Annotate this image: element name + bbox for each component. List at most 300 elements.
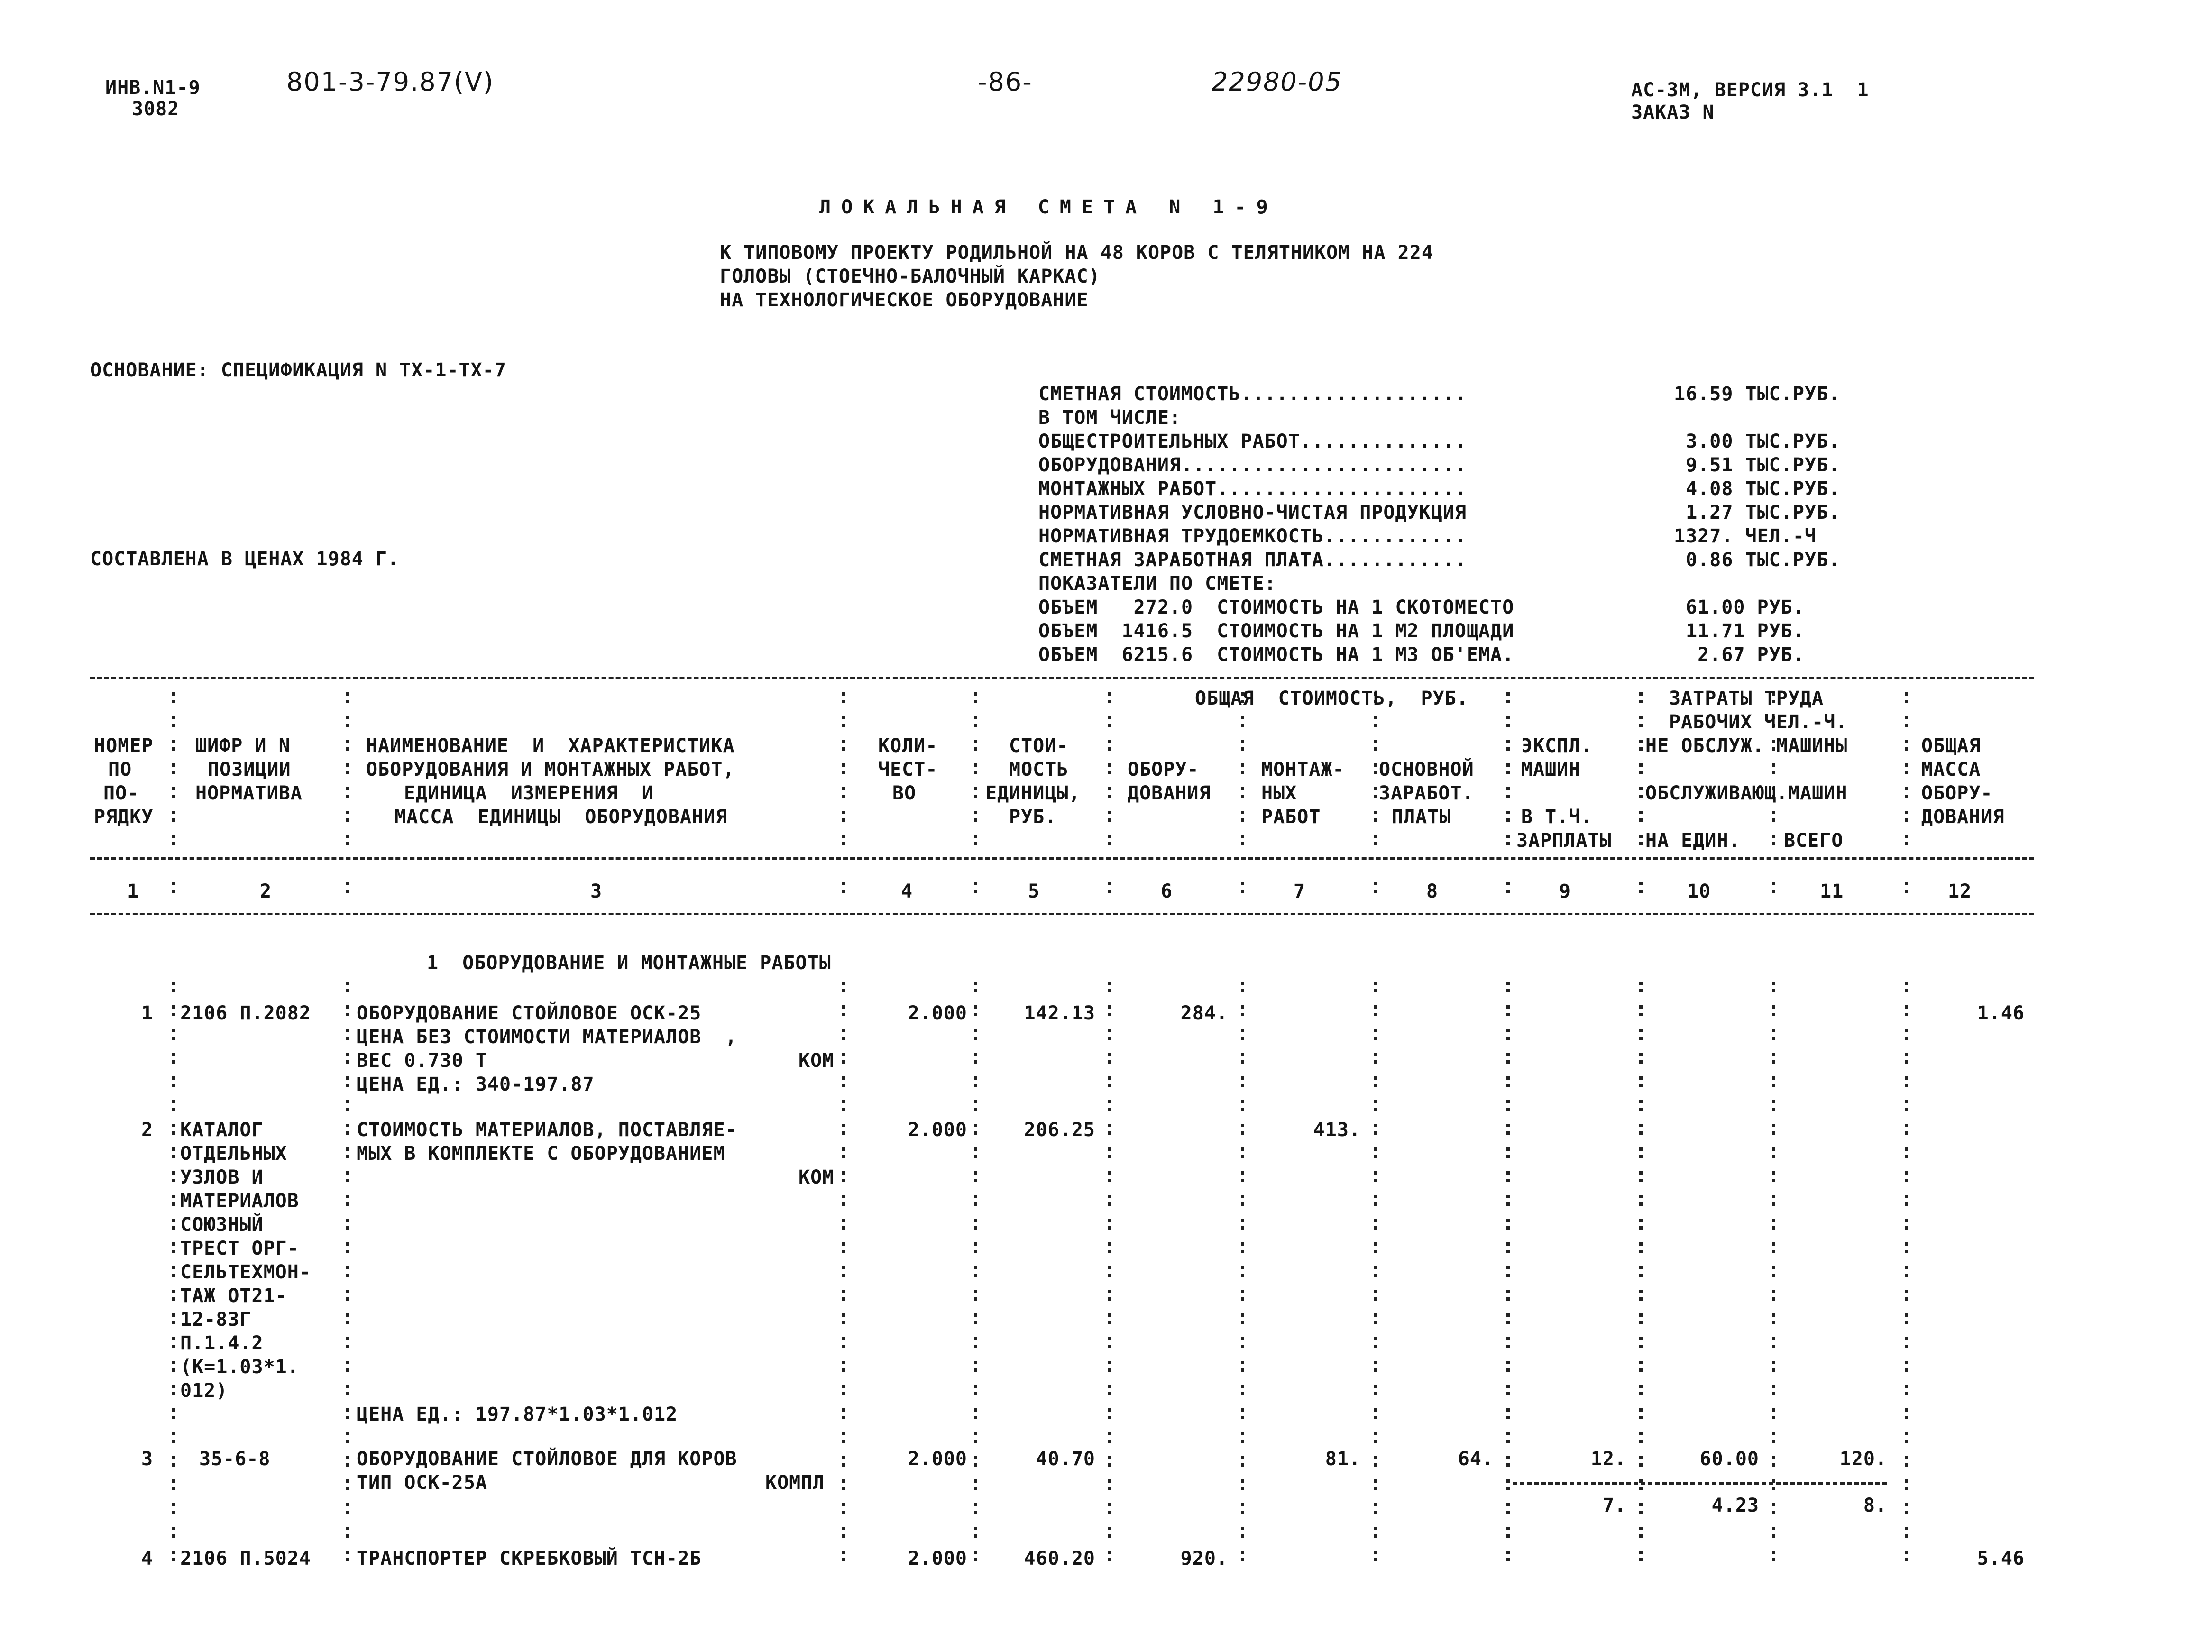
column-separator-dot: [1772, 1108, 1775, 1111]
column-separator-dot: [346, 1131, 349, 1135]
column-separator-dot: [1241, 1171, 1244, 1175]
column-separator-dot: [172, 1321, 175, 1324]
col2-h: НОРМАТИВА: [195, 782, 303, 804]
column-separator-dot: [1772, 811, 1775, 814]
column-separator-dot: [1241, 1479, 1244, 1483]
column-separator-dot: [842, 1337, 845, 1340]
column-separator-dot: [1374, 716, 1377, 719]
row-name: СТОИМОСТЬ МАТЕРИАЛОВ, ПОСТАВЛЯЕ-: [357, 1119, 737, 1141]
column-separator-dot: [172, 1511, 175, 1514]
column-separator-dot: [974, 1503, 977, 1506]
column-separator-dot: [172, 1147, 175, 1151]
column-separator-dot: [1506, 700, 1510, 703]
column-separator-dot: [974, 1487, 977, 1490]
summary-label: НОРМАТИВНАЯ ТРУДОЕМКОСТЬ............: [1038, 525, 1467, 547]
column-separator-dot: [842, 1108, 845, 1111]
col-number: 12: [1948, 881, 1972, 902]
column-separator-dot: [842, 1385, 845, 1388]
column-separator-dot: [1108, 1155, 1111, 1158]
col12-h: ОБЩАЯ: [1921, 735, 1981, 757]
summary-label: ПОКАЗАТЕЛИ ПО СМЕТЕ:: [1038, 573, 1276, 595]
column-separator-dot: [1905, 1131, 1908, 1135]
column-separator-dot: [1905, 795, 1908, 798]
column-separator-dot: [1241, 1361, 1244, 1364]
column-separator-dot: [172, 763, 175, 767]
row-number: 1: [141, 1002, 154, 1024]
column-separator-dot: [974, 1385, 977, 1388]
column-separator-dot: [1905, 1053, 1908, 1056]
summary-value: 2.67 РУБ.: [1686, 644, 1805, 666]
column-separator-dot: [974, 1432, 977, 1435]
column-separator-dot: [1108, 1250, 1111, 1253]
column-separator-dot: [842, 1037, 845, 1040]
summary-label: СМЕТНАЯ ЗАРАБОТНАЯ ПЛАТА............: [1038, 549, 1467, 571]
column-separator-dot: [1506, 747, 1510, 751]
row-code: 012): [180, 1380, 228, 1402]
column-separator-dot: [1506, 1361, 1510, 1364]
column-separator-dot: [842, 1392, 845, 1395]
column-separator-dot: [842, 1487, 845, 1490]
row-code: ТРЕСТ ОРГ-: [180, 1238, 299, 1259]
column-separator-dot: [1506, 1385, 1510, 1388]
column-separator-dot: [1905, 1250, 1908, 1253]
column-separator-dot: [172, 1361, 175, 1364]
column-separator-dot: [346, 890, 349, 893]
summary-label: СМЕТНАЯ СТОИМОСТЬ...................: [1038, 383, 1467, 405]
row-name: МЫХ В КОМПЛЕКТЕ С ОБОРУДОВАНИЕМ: [357, 1143, 725, 1165]
column-separator-dot: [842, 842, 845, 845]
col6-h: ДОВАНИЯ: [1128, 782, 1211, 804]
column-separator-dot: [346, 842, 349, 845]
column-separator-dot: [1506, 1392, 1510, 1395]
column-separator-dot: [842, 795, 845, 798]
column-separator-dot: [172, 982, 175, 985]
column-separator-dot: [1108, 1361, 1111, 1364]
column-separator-dot: [1374, 1290, 1377, 1293]
column-separator-dot: [1506, 1155, 1510, 1158]
col12-h: ДОВАНИЯ: [1921, 806, 2005, 828]
column-separator-dot: [346, 1195, 349, 1198]
column-separator-dot: [346, 1155, 349, 1158]
column-separator-dot: [1241, 982, 1244, 985]
row-unit: КОМ: [799, 1166, 835, 1188]
column-separator-dot: [172, 1005, 175, 1009]
column-separator-dot: [1639, 1037, 1643, 1040]
column-separator-dot: [1772, 1416, 1775, 1419]
column-separator-dot: [1905, 1479, 1908, 1483]
col3-h: ЕДИНИЦА ИЗМЕРЕНИЯ И: [404, 782, 654, 804]
column-separator-dot: [1639, 787, 1643, 790]
column-separator-dot: [1374, 1479, 1377, 1483]
column-separator-dot: [346, 1013, 349, 1016]
column-separator-dot: [1772, 1171, 1775, 1175]
row-qty: 2.000: [908, 1002, 967, 1024]
row-code: 12-83Г: [180, 1309, 252, 1331]
column-separator-dot: [346, 1361, 349, 1364]
column-separator-dot: [1772, 989, 1775, 992]
column-separator-dot: [1905, 1313, 1908, 1317]
column-separator-dot: [172, 1029, 175, 1032]
column-separator-dot: [1374, 1131, 1377, 1135]
column-separator-dot: [1108, 1290, 1111, 1293]
column-separator-dot: [1905, 835, 1908, 838]
column-separator-dot: [1639, 692, 1643, 696]
column-separator-dot: [1241, 1124, 1244, 1127]
column-separator-dot: [1506, 771, 1510, 774]
column-separator-dot: [1905, 1416, 1908, 1419]
column-separator-dot: [1108, 1368, 1111, 1372]
column-separator-dot: [1905, 1368, 1908, 1372]
column-separator-dot: [974, 1337, 977, 1340]
column-separator-dot: [974, 1029, 977, 1032]
column-separator-dot: [1772, 1361, 1775, 1364]
column-separator-dot: [1506, 1416, 1510, 1419]
column-separator-dot: [1639, 1100, 1643, 1103]
column-separator-dot: [1772, 1131, 1775, 1135]
project-code: 801-3-79.87(V): [286, 67, 495, 97]
column-separator-dot: [346, 1124, 349, 1127]
column-separator-dot: [1639, 1368, 1643, 1372]
column-separator-dot: [346, 1250, 349, 1253]
col-number: 8: [1426, 881, 1439, 902]
col-number: 9: [1559, 881, 1571, 902]
column-separator-dot: [1241, 747, 1244, 751]
column-separator-dot: [974, 1416, 977, 1419]
column-separator-dot: [1241, 1487, 1244, 1490]
subtitle-line-3: НА ТЕХНОЛОГИЧЕСКОЕ ОБОРУДОВАНИЕ: [720, 289, 1089, 311]
column-separator-dot: [1639, 1013, 1643, 1016]
column-separator-dot: [974, 1108, 977, 1111]
column-separator-dot: [1772, 1503, 1775, 1506]
column-separator-dot: [346, 1337, 349, 1340]
column-separator-dot: [172, 1179, 175, 1182]
column-separator-dot: [842, 1131, 845, 1135]
column-separator-dot: [1506, 724, 1510, 727]
column-separator-dot: [1639, 1155, 1643, 1158]
row-price: 142.13: [1024, 1002, 1095, 1024]
group-labor-2: РАБОЧИХ ЧЕЛ.-Ч.: [1669, 711, 1848, 733]
column-separator-dot: [346, 1527, 349, 1530]
column-separator-dot: [1374, 1274, 1377, 1277]
column-separator-dot: [1772, 1313, 1775, 1317]
column-separator-dot: [1639, 1534, 1643, 1538]
column-separator-dot: [1639, 763, 1643, 767]
column-separator-dot: [1639, 700, 1643, 703]
column-separator-dot: [1108, 1147, 1111, 1151]
column-separator-dot: [172, 1266, 175, 1269]
system-version: АС-3М, ВЕРСИЯ 3.1 1: [1631, 79, 1869, 101]
column-separator-dot: [974, 1100, 977, 1103]
order-number: ЗАКАЗ N: [1631, 101, 1715, 123]
column-separator-dot: [1639, 1551, 1643, 1554]
column-separator-dot: [172, 1226, 175, 1230]
column-separator-dot: [1506, 1297, 1510, 1301]
column-separator-dot: [1639, 811, 1643, 814]
column-separator-dot: [346, 1432, 349, 1435]
column-separator-dot: [346, 1005, 349, 1009]
column-separator-dot: [1772, 1527, 1775, 1530]
column-separator-dot: [1506, 1013, 1510, 1016]
column-separator-dot: [1241, 1313, 1244, 1317]
column-separator-dot: [1374, 1013, 1377, 1016]
row-price: 40.70: [1036, 1448, 1095, 1470]
column-separator-dot: [842, 1321, 845, 1324]
column-separator-dot: [172, 1076, 175, 1080]
column-separator-dot: [1506, 1266, 1510, 1269]
column-separator-dot: [1639, 1179, 1643, 1182]
summary-value: 3.00 ТЫС.РУБ.: [1674, 431, 1841, 452]
page-number: -86-: [978, 67, 1033, 97]
column-separator-dot: [1374, 1171, 1377, 1175]
row-mass: 1.46: [1977, 1002, 2025, 1024]
column-separator-dot: [1241, 771, 1244, 774]
column-separator-dot: [1905, 1432, 1908, 1435]
column-separator-dot: [974, 740, 977, 743]
column-separator-dot: [1506, 787, 1510, 790]
column-separator-dot: [1506, 740, 1510, 743]
column-separator-dot: [1905, 1392, 1908, 1395]
column-separator-dot: [346, 1440, 349, 1443]
column-separator-dot: [1241, 1558, 1244, 1561]
column-separator-dot: [1374, 771, 1377, 774]
summary-value: 11.71 РУБ.: [1686, 620, 1805, 642]
column-separator-dot: [1108, 1084, 1111, 1087]
column-separator-dot: [1374, 1037, 1377, 1040]
column-separator-dot: [1905, 1171, 1908, 1175]
row-note: ЦЕНА ЕД.: 197.87*1.03*1.012: [357, 1404, 678, 1425]
column-separator-dot: [842, 1195, 845, 1198]
column-separator-dot: [172, 1368, 175, 1372]
column-separator-dot: [1108, 1029, 1111, 1032]
column-separator-dot: [1241, 1266, 1244, 1269]
column-separator-dot: [172, 1250, 175, 1253]
column-separator-dot: [1639, 1266, 1643, 1269]
column-separator-dot: [1241, 1463, 1244, 1467]
column-separator-dot: [1374, 811, 1377, 814]
column-separator-dot: [1506, 1131, 1510, 1135]
column-separator-dot: [346, 692, 349, 696]
column-separator-dot: [1108, 1440, 1111, 1443]
row-labor-total-2: 8.: [1863, 1495, 1887, 1516]
column-separator-dot: [1108, 835, 1111, 838]
column-separator-dot: [974, 1534, 977, 1538]
column-separator-dot: [1374, 1321, 1377, 1324]
column-separator-dot: [842, 1266, 845, 1269]
column-separator-dot: [842, 1534, 845, 1538]
column-separator-dot: [1772, 1195, 1775, 1198]
column-separator-dot: [1905, 1274, 1908, 1277]
column-separator-dot: [1374, 982, 1377, 985]
column-separator-dot: [1241, 1131, 1244, 1135]
column-separator-dot: [1374, 1100, 1377, 1103]
row-code: 2106 П.2082: [180, 1002, 311, 1024]
column-separator-dot: [346, 1084, 349, 1087]
column-separator-dot: [1374, 1219, 1377, 1222]
column-separator-dot: [346, 1219, 349, 1222]
column-separator-dot: [1241, 1202, 1244, 1206]
column-separator-dot: [1241, 763, 1244, 767]
column-separator-dot: [1639, 1297, 1643, 1301]
column-separator-dot: [1639, 740, 1643, 743]
column-separator-dot: [1241, 1100, 1244, 1103]
column-separator-dot: [1905, 1124, 1908, 1127]
column-separator-dot: [974, 1179, 977, 1182]
column-separator-dot: [172, 740, 175, 743]
column-separator-dot: [1639, 724, 1643, 727]
column-separator-dot: [1772, 1368, 1775, 1372]
column-separator-dot: [1108, 1202, 1111, 1206]
column-separator-dot: [1241, 1503, 1244, 1506]
column-separator-dot: [1639, 1242, 1643, 1246]
column-separator-dot: [1241, 1297, 1244, 1301]
column-separator-dot: [1241, 1076, 1244, 1080]
column-separator-dot: [842, 771, 845, 774]
column-separator-dot: [974, 771, 977, 774]
column-separator-dot: [1639, 1226, 1643, 1230]
column-separator-dot: [172, 1503, 175, 1506]
column-separator-dot: [1905, 700, 1908, 703]
column-separator-dot: [346, 1416, 349, 1419]
column-separator-dot: [974, 795, 977, 798]
column-separator-dot: [1506, 1432, 1510, 1435]
column-separator-dot: [1772, 1432, 1775, 1435]
column-separator-dot: [974, 1274, 977, 1277]
column-separator-dot: [842, 1013, 845, 1016]
column-separator-dot: [346, 771, 349, 774]
col1-h: ПО: [108, 759, 132, 780]
column-separator-dot: [1639, 1503, 1643, 1506]
column-separator-dot: [842, 1005, 845, 1009]
column-separator-dot: [1506, 1147, 1510, 1151]
column-separator-dot: [1241, 1155, 1244, 1158]
column-separator-dot: [1108, 1171, 1111, 1175]
column-separator-dot: [1241, 1250, 1244, 1253]
column-separator-dot: [974, 982, 977, 985]
col10-h: НЕ ОБСЛУЖ. МАШИНЫ: [1645, 735, 1848, 757]
column-separator-dot: [1772, 1321, 1775, 1324]
column-separator-dot: [1639, 1440, 1643, 1443]
col4-h: ВО: [892, 782, 917, 804]
column-separator-dot: [172, 835, 175, 838]
col2-h: ШИФР И N: [195, 735, 291, 757]
column-separator-dot: [1108, 692, 1111, 696]
row-subrule: [1513, 1482, 1887, 1485]
summary-value: 1327. ЧЕЛ.-Ч: [1674, 525, 1817, 547]
column-separator-dot: [1772, 1250, 1775, 1253]
column-separator-dot: [346, 1534, 349, 1538]
column-separator-dot: [1905, 1551, 1908, 1554]
column-separator-dot: [1639, 835, 1643, 838]
row-labor-unit: 60.00: [1699, 1448, 1759, 1470]
column-separator-dot: [1374, 835, 1377, 838]
column-separator-dot: [1506, 1408, 1510, 1412]
column-separator-dot: [1905, 1219, 1908, 1222]
summary-label: ОБЪЕМ 1416.5 СТОИМОСТЬ НА 1 М2 ПЛОЩАДИ: [1038, 620, 1514, 642]
column-separator-dot: [1639, 1076, 1643, 1080]
column-separator-dot: [346, 1029, 349, 1032]
column-separator-dot: [1905, 842, 1908, 845]
column-separator-dot: [1772, 835, 1775, 838]
col-number: 11: [1820, 881, 1844, 902]
column-separator-dot: [1772, 1440, 1775, 1443]
column-separator-dot: [1108, 740, 1111, 743]
column-separator-dot: [1772, 1084, 1775, 1087]
row-code: ОТДЕЛЬНЫХ: [180, 1143, 287, 1165]
column-separator-dot: [1108, 1416, 1111, 1419]
column-separator-dot: [842, 787, 845, 790]
column-separator-dot: [1772, 1297, 1775, 1301]
column-separator-dot: [1506, 989, 1510, 992]
column-separator-dot: [842, 811, 845, 814]
column-separator-dot: [1506, 763, 1510, 767]
column-separator-dot: [1108, 1179, 1111, 1182]
column-separator-dot: [842, 1155, 845, 1158]
column-separator-dot: [974, 724, 977, 727]
column-separator-dot: [1506, 1076, 1510, 1080]
column-separator-dot: [1241, 835, 1244, 838]
column-separator-dot: [1772, 1534, 1775, 1538]
column-separator-dot: [1241, 1416, 1244, 1419]
column-separator-dot: [172, 1013, 175, 1016]
column-separator-dot: [1772, 882, 1775, 885]
column-separator-dot: [1506, 1463, 1510, 1467]
column-separator-dot: [1905, 771, 1908, 774]
column-separator-dot: [842, 1440, 845, 1443]
column-separator-dot: [346, 1171, 349, 1175]
column-separator-dot: [1905, 1155, 1908, 1158]
column-separator-dot: [172, 1534, 175, 1538]
row-price: 460.20: [1024, 1548, 1095, 1569]
column-separator-dot: [842, 1503, 845, 1506]
column-separator-dot: [1108, 1321, 1111, 1324]
column-separator-dot: [346, 1060, 349, 1064]
column-separator-dot: [1905, 1290, 1908, 1293]
column-separator-dot: [1108, 1551, 1111, 1554]
column-separator-dot: [974, 1479, 977, 1483]
column-separator-dot: [172, 1155, 175, 1158]
row-code: УЗЛОВ И: [180, 1166, 264, 1188]
column-separator-dot: [172, 1313, 175, 1317]
group-total-cost: ОБЩАЯ СТОИМОСТЬ, РУБ.: [1195, 688, 1469, 709]
column-separator-dot: [1241, 1290, 1244, 1293]
column-separator-dot: [1108, 1219, 1111, 1222]
column-separator-dot: [1108, 1053, 1111, 1056]
column-separator-dot: [974, 1297, 977, 1301]
basis-line: ОСНОВАНИЕ: СПЕЦИФИКАЦИЯ N ТХ-1-ТХ-7: [90, 359, 506, 381]
row-mount: 81.: [1325, 1448, 1361, 1470]
row-name: ЦЕНА БЕЗ СТОИМОСТИ МАТЕРИАЛОВ ,: [357, 1026, 737, 1048]
row-equip: 284.: [1180, 1002, 1228, 1024]
column-separator-dot: [1374, 842, 1377, 845]
column-separator-dot: [1772, 842, 1775, 845]
column-separator-dot: [346, 1053, 349, 1056]
column-separator-dot: [1374, 747, 1377, 751]
column-separator-dot: [1639, 1060, 1643, 1064]
column-separator-dot: [974, 1060, 977, 1064]
column-separator-dot: [1108, 1456, 1111, 1459]
column-separator-dot: [172, 1195, 175, 1198]
column-separator-dot: [1639, 1456, 1643, 1459]
col1-h: РЯДКУ: [94, 806, 154, 828]
column-separator-dot: [346, 1479, 349, 1483]
column-separator-dot: [346, 1297, 349, 1301]
column-separator-dot: [1108, 1124, 1111, 1127]
column-separator-dot: [172, 795, 175, 798]
column-separator-dot: [1905, 1242, 1908, 1246]
column-separator-dot: [1241, 1440, 1244, 1443]
column-separator-dot: [1639, 1053, 1643, 1056]
column-separator-dot: [1108, 989, 1111, 992]
